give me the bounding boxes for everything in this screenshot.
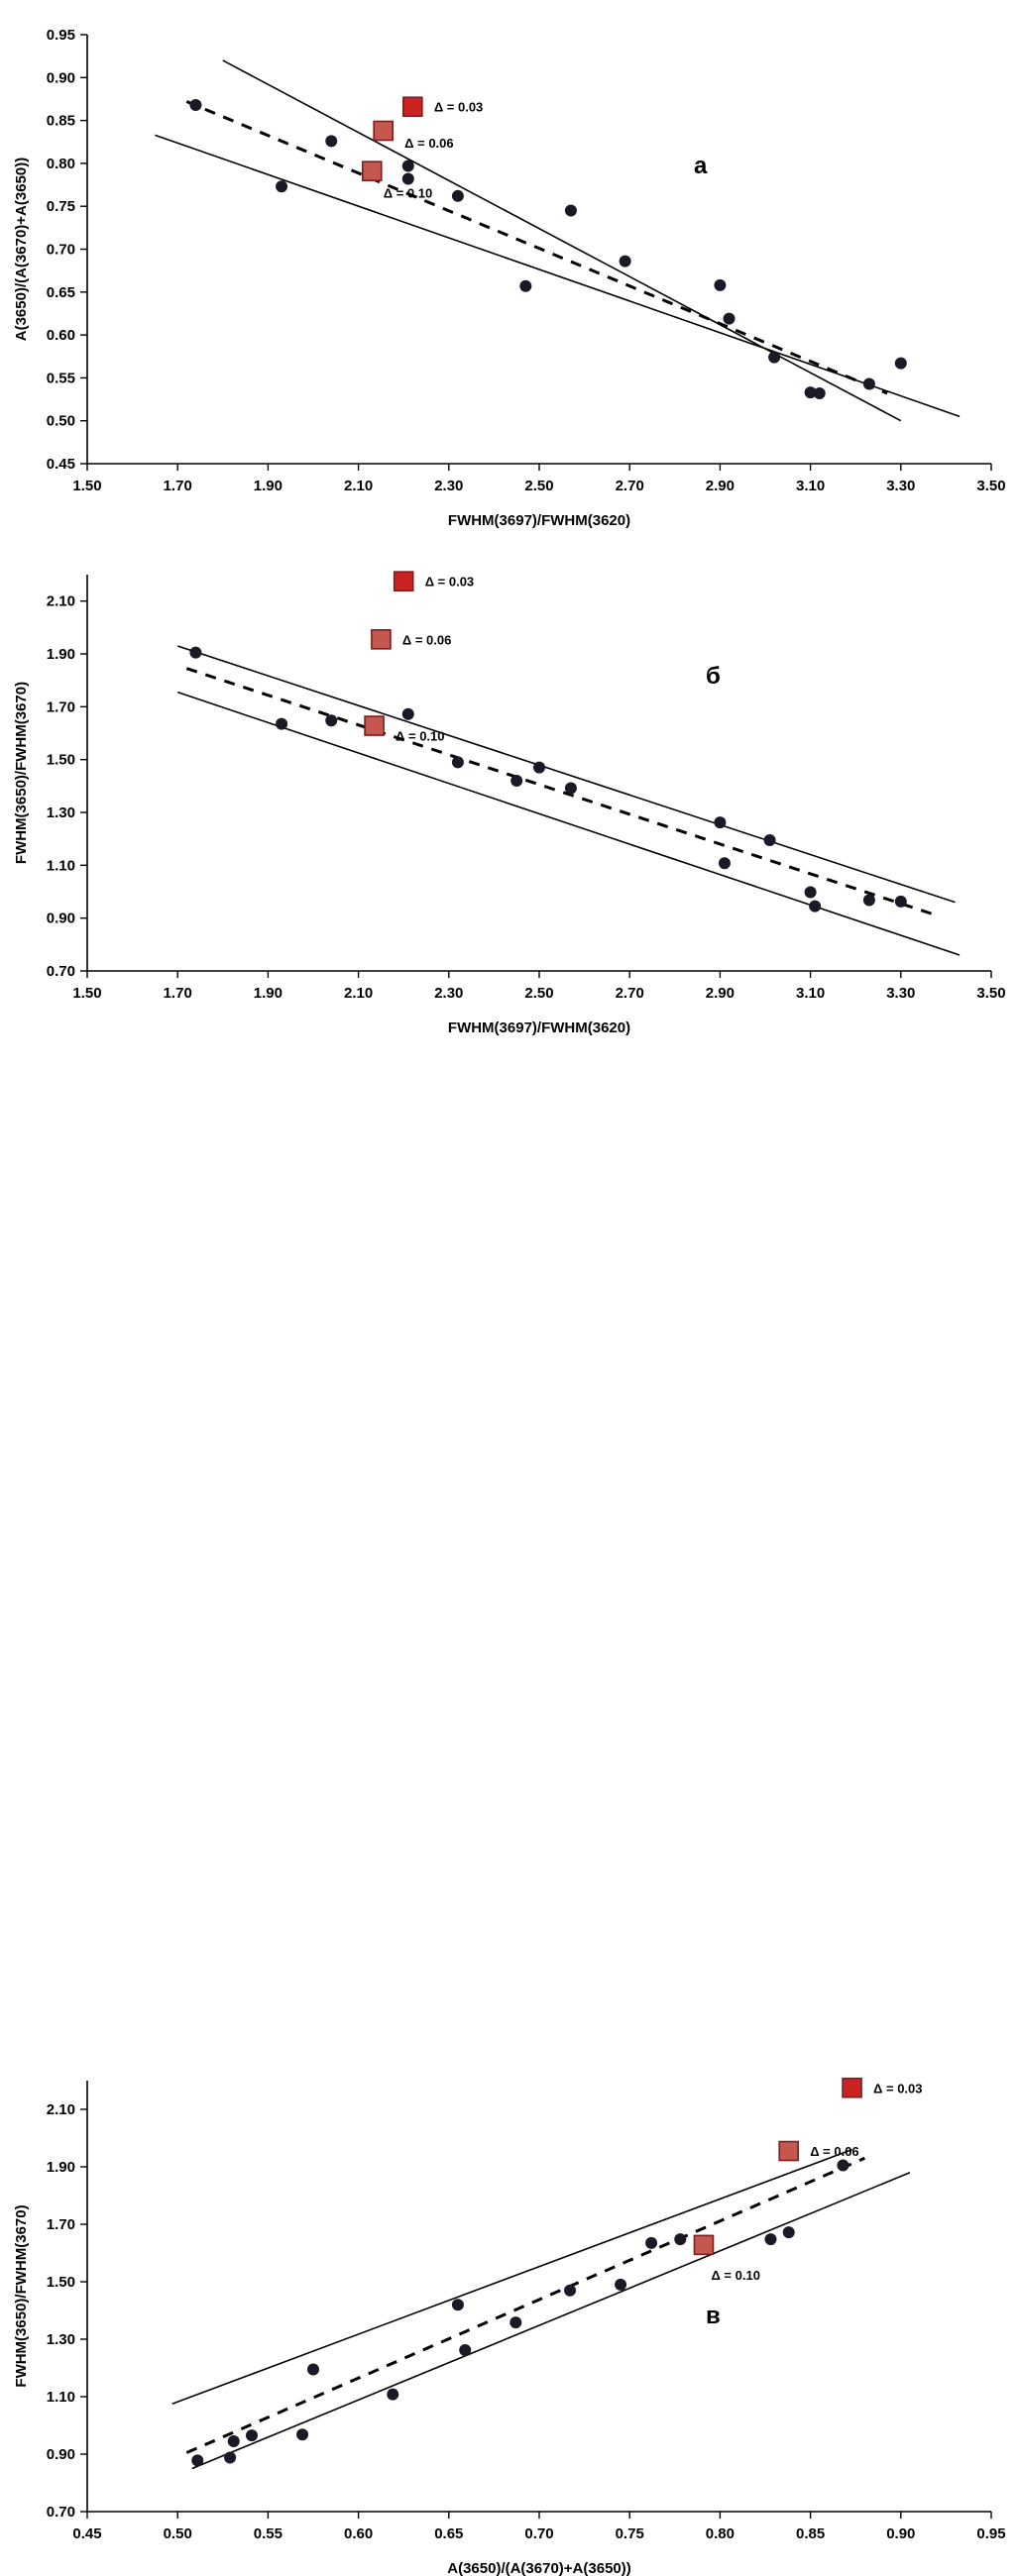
lower-bound-line: [192, 2173, 910, 2469]
y-tick-label: 0.90: [46, 2446, 75, 2463]
delta-marker: [403, 97, 422, 116]
x-axis-title: FWHM(3697)/FWHM(3620): [447, 1020, 631, 1036]
y-tick-label: 1.50: [46, 2274, 75, 2291]
y-tick-label: 0.90: [46, 69, 75, 87]
y-axis-title: FWHM(3650)/FWHM(3670): [13, 2204, 30, 2388]
panel-letter: в: [706, 2303, 721, 2329]
x-tick-label: 2.30: [434, 478, 464, 494]
data-point: [533, 762, 545, 774]
data-point: [863, 377, 875, 389]
delta-marker-label: Δ = 0.03: [424, 574, 475, 590]
delta-marker-label: Δ = 0.10: [396, 728, 445, 744]
delta-marker: [779, 2142, 798, 2161]
delta-marker-label: Δ = 0.10: [383, 185, 433, 201]
y-tick-label: 1.90: [46, 646, 75, 663]
data-point: [615, 2279, 626, 2291]
y-tick-label: 0.95: [46, 27, 75, 44]
x-tick-label: 3.30: [886, 985, 916, 1002]
y-tick-label: 1.30: [46, 2331, 75, 2348]
x-tick-label: 2.90: [705, 985, 736, 1002]
data-point: [724, 313, 736, 325]
y-axis-title: FWHM(3650)/FWHM(3670): [13, 681, 30, 865]
data-point: [764, 834, 776, 846]
data-point: [459, 2344, 471, 2356]
x-tick-label: 2.10: [343, 478, 374, 494]
data-point: [714, 279, 726, 291]
data-point: [768, 352, 780, 364]
x-tick-label: 1.70: [163, 478, 192, 494]
x-tick-label: 1.70: [163, 985, 192, 1002]
data-point: [276, 718, 287, 730]
y-tick-label: 0.80: [46, 155, 75, 172]
panel-b-canvas: [0, 535, 1019, 1036]
delta-marker: [372, 630, 391, 649]
data-point: [814, 387, 826, 399]
panel-c-canvas: [0, 2061, 1019, 2576]
data-point: [246, 2429, 258, 2441]
data-point: [402, 160, 414, 171]
x-tick-label: 0.85: [795, 2525, 826, 2542]
x-tick-label: 3.50: [976, 985, 1006, 1002]
data-point: [189, 647, 201, 659]
data-point: [191, 2454, 203, 2466]
data-point: [783, 2226, 795, 2238]
x-tick-label: 1.90: [253, 985, 283, 1002]
y-tick-label: 0.60: [46, 327, 75, 345]
y-tick-label: 0.90: [46, 910, 75, 927]
data-point: [387, 2389, 398, 2401]
panel-a: [0, 0, 1019, 540]
delta-marker: [395, 572, 413, 590]
x-tick-label: 0.65: [434, 2525, 464, 2542]
panel-a-canvas: [0, 0, 1019, 540]
data-point: [307, 2363, 319, 2375]
data-point: [228, 2435, 240, 2447]
y-tick-label: 0.70: [46, 2504, 75, 2521]
y-tick-label: 2.10: [46, 2101, 75, 2118]
data-point: [895, 896, 907, 908]
data-point: [452, 756, 464, 768]
x-tick-label: 2.50: [524, 985, 554, 1002]
delta-marker: [843, 2079, 861, 2097]
x-axis-title: FWHM(3697)/FWHM(3620): [447, 512, 631, 529]
y-tick-label: 1.70: [46, 698, 75, 716]
y-tick-label: 0.70: [46, 963, 75, 980]
y-tick-label: 0.70: [46, 241, 75, 259]
data-point: [719, 857, 731, 869]
y-tick-label: 1.10: [46, 857, 75, 875]
data-point: [510, 775, 522, 787]
data-point: [895, 358, 907, 370]
x-tick-label: 3.50: [976, 478, 1006, 494]
data-point: [519, 280, 531, 292]
upper-bound-line: [177, 646, 955, 903]
data-point: [645, 2237, 657, 2249]
data-point: [714, 816, 726, 828]
x-tick-label: 3.10: [795, 985, 826, 1002]
x-tick-label: 2.70: [615, 478, 644, 494]
delta-marker-label: Δ = 0.06: [810, 2144, 859, 2160]
lower-bound-line: [155, 135, 960, 416]
data-point: [325, 135, 337, 147]
delta-marker: [694, 2235, 713, 2254]
x-tick-label: 1.90: [253, 478, 283, 494]
x-tick-label: 3.10: [795, 478, 826, 494]
x-tick-label: 0.45: [72, 2525, 102, 2542]
panel-letter: a: [694, 153, 708, 179]
regression-line: [186, 669, 937, 915]
x-tick-label: 2.90: [705, 478, 736, 494]
y-tick-label: 1.30: [46, 805, 75, 821]
y-tick-label: 1.10: [46, 2389, 75, 2406]
y-tick-label: 1.50: [46, 751, 75, 769]
delta-marker-label: Δ = 0.06: [401, 632, 452, 648]
panel-letter: б: [706, 663, 721, 690]
data-point: [565, 205, 577, 217]
x-tick-label: 0.55: [253, 2525, 283, 2542]
data-point: [452, 190, 464, 202]
x-tick-label: 0.70: [524, 2525, 554, 2542]
upper-bound-line: [223, 60, 901, 421]
x-tick-label: 2.10: [343, 985, 374, 1002]
y-tick-label: 0.85: [46, 112, 75, 130]
x-tick-label: 0.80: [705, 2525, 736, 2542]
data-point: [805, 887, 817, 899]
x-tick-label: 0.90: [886, 2525, 916, 2542]
y-tick-label: 1.70: [46, 2216, 75, 2233]
y-tick-label: 1.90: [46, 2159, 75, 2176]
delta-marker: [365, 716, 384, 735]
data-point: [276, 180, 287, 192]
data-point: [674, 2233, 686, 2245]
x-tick-label: 0.95: [976, 2525, 1006, 2542]
data-point: [764, 2233, 776, 2245]
x-tick-label: 0.75: [615, 2525, 644, 2542]
y-tick-label: 0.55: [46, 370, 75, 387]
x-tick-label: 2.70: [615, 985, 644, 1002]
data-point: [402, 172, 414, 184]
y-tick-label: 0.50: [46, 412, 75, 430]
x-tick-label: 1.50: [72, 478, 102, 494]
x-axis-title: A(3650)/(A(3670)+A(3650)): [447, 2560, 631, 2576]
data-point: [402, 708, 414, 720]
regression-line: [186, 2158, 864, 2452]
delta-marker-label: Δ = 0.10: [711, 2267, 760, 2283]
data-point: [510, 2316, 521, 2328]
x-tick-label: 2.50: [524, 478, 554, 494]
delta-marker-label: Δ = 0.03: [873, 2081, 923, 2096]
y-tick-label: 0.65: [46, 283, 75, 301]
delta-marker: [374, 121, 393, 140]
data-point: [863, 895, 875, 907]
x-tick-label: 1.50: [72, 985, 102, 1002]
lower-bound-line: [177, 693, 960, 955]
delta-marker-label: Δ = 0.06: [404, 135, 454, 151]
delta-marker: [363, 161, 382, 180]
y-axis-title: A(3650)/(A(3670)+A(3650)): [13, 157, 30, 342]
data-point: [809, 901, 821, 912]
data-point: [564, 2285, 576, 2297]
data-point: [452, 2299, 464, 2310]
data-point: [620, 256, 631, 268]
data-point: [296, 2428, 308, 2440]
x-tick-label: 2.30: [434, 985, 464, 1002]
x-tick-label: 0.60: [343, 2525, 374, 2542]
y-tick-label: 2.10: [46, 592, 75, 610]
data-point: [189, 99, 201, 111]
data-point: [837, 2160, 849, 2172]
y-tick-label: 0.45: [46, 456, 75, 473]
data-point: [325, 714, 337, 726]
regression-line: [186, 99, 887, 393]
x-tick-label: 3.30: [886, 478, 916, 494]
y-tick-label: 0.75: [46, 198, 75, 216]
data-point: [565, 782, 577, 794]
x-tick-label: 0.50: [163, 2525, 192, 2542]
data-point: [224, 2451, 236, 2463]
delta-marker-label: Δ = 0.03: [433, 99, 484, 115]
